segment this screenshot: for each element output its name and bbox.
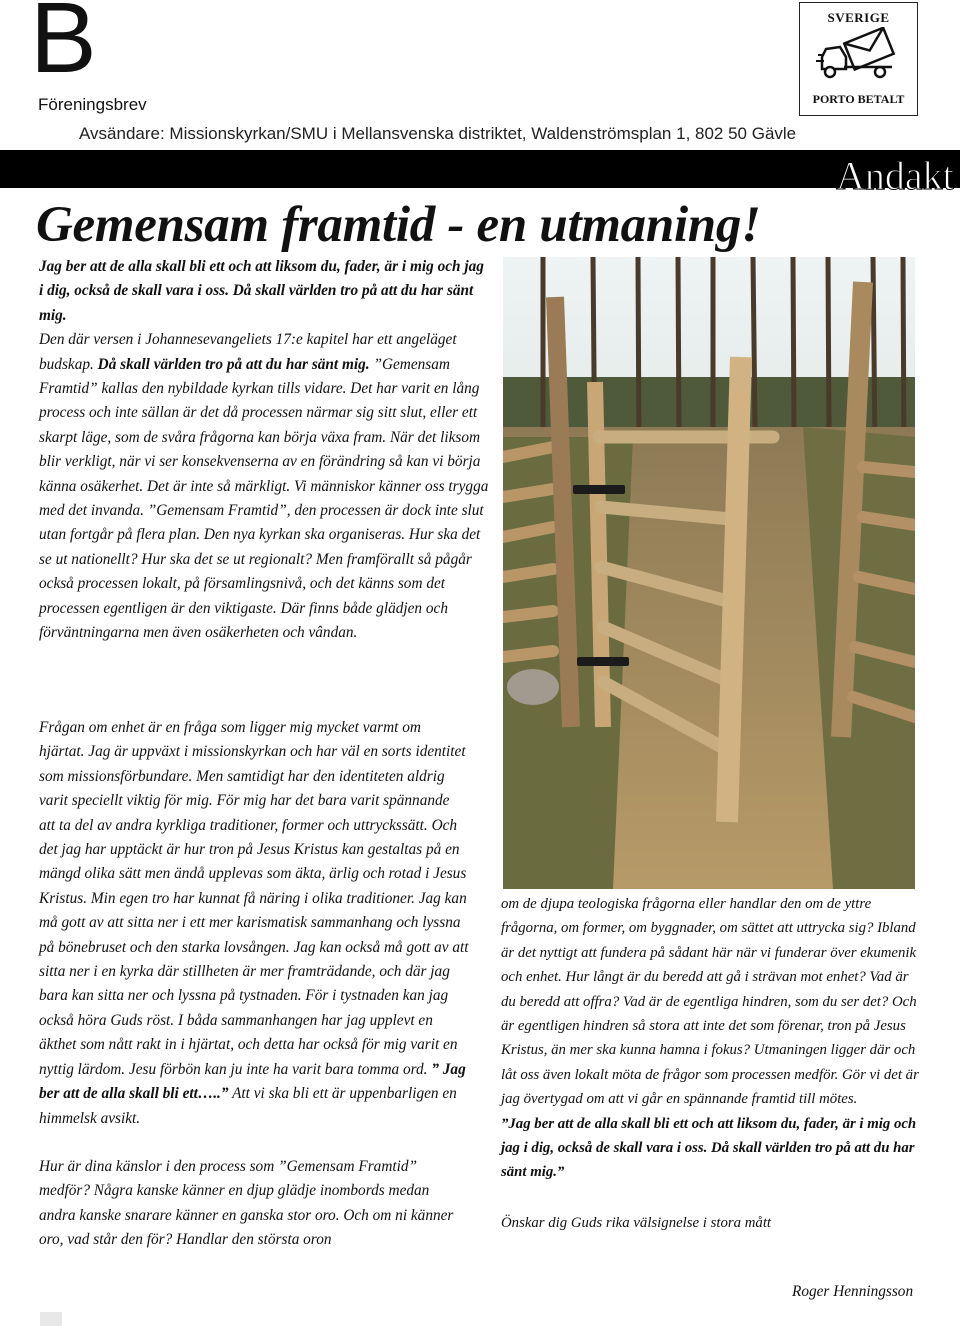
article-column-2 [39, 716, 469, 1253]
text-span: Att vi ska bli ett är uppenbarligen en himmelsk avsikt. [39, 1085, 457, 1127]
postage-stamp [799, 2, 918, 116]
author-signature: Roger Henningsson [792, 1283, 914, 1300]
mail-truck-icon [816, 27, 902, 85]
opening-quote: Jag ber att de alla skall bli ett och att liksom du, fader, är i mig och jag i dig, också de skall vara i oss. Då skall världen tro på att du har sänt mig. [39, 258, 484, 324]
newsletter-type: Föreningsbrev [38, 95, 147, 114]
wooden-gate-photo [503, 257, 915, 889]
sender-address: Avsändare: Missionskyrkan/SMU i Mellansvenska distriktet, Waldenströmsplan 1, 802 50 Gävle [79, 124, 797, 143]
closing-quote: ”Jag ber att de alla skall bli ett och att liksom du, fader, är i mig och jag i dig, också de skall vara i oss. Då skall världen tro på att du har sänt mig.” [501, 1115, 917, 1181]
section-label: Andakt [836, 153, 954, 198]
text-span: Den där versen i Johannesevangeliets 17:e kapitel har ett angeläget budskap. [39, 331, 457, 373]
bold-span: ” Jag ber att de alla skall bli ett…..” [39, 1060, 466, 1103]
newsletter-logo-letter: B [30, 0, 97, 94]
paragraph [39, 716, 469, 1131]
header-bar [0, 150, 960, 188]
text-span: Frågan om enhet är en fråga som ligger mig mycket varmt om hjärtat. Jag är uppväxt i missionskyrkan och har väl en sorts identitet som missionsförbundare. Men samtidigt har den identiteten aldrig varit speciellt viktig för mig. För mig har det bara varit spännande att ta del av andra kyrkliga traditioner, former och uttryckssätt. Och det jag har upptäckt är hur tron på Jesus Kristus kan gestaltas på en mängd olika sätt men ändå upplevas som äkta, ärlig och rotad i Jesus Kristus. Min egen tro har kunnat få näring i olika traditioner. Jag kan må gott av att sitta ner i ett mer karismatisk sammanhang och lyssna på bönebruset och den starka lovsången. Jag kan också må gott av att sitta ner i en kyrka där stillheten är mer framträdande, och där jag bara kan sitta ner och lyssna på tystnaden. För i tystnaden kan jag också höra Guds röst. I båda sammanhangen har jag upplevt en äkthet som nått rakt in i hjärtat, och detta har också för mig varit en nyttig lärdom. Jesu förbön kan ju inte ha varit bara tomma ord. [39, 719, 469, 1078]
closing-wish: Önskar dig Guds rika välsignelse i stora mått [501, 1214, 772, 1231]
page-mark [40, 1312, 62, 1326]
text-span: ”Gemensam Framtid” kallas den nybildade kyrkan tills vidare. Det har varit en lång process och inte sällan är det då processen närmar sig sitt slut, eller ett skarpt läge, som de svåra frågorna kan börja växa fram. När det liksom blir verkligt, när vi ser konsekvenserna av en förändring så kan vi börja känna osäkerhet. Det är inte så märkligt. Vi människor känner oss trygga med det invanda. ”Gemensam Framtid”, den processen är dock inte slut utan fortgår på flera plan. Den nya kyrkan ska organiseras. Hur ska det se ut nationellt? Hur ska det se ut regionalt? Men framförallt så pågår också processen lokalt, på församlingsnivå, och det känns som det processen egentligen är den viktigaste. Där finns både glädjen och förväntningarna men även osäkerheten och vândan. [39, 355, 489, 642]
stamp-label: PORTO BETALT [812, 92, 905, 106]
article-column-1 [39, 255, 489, 646]
bold-span: Då skall världen tro på att du har sänt mig. [97, 355, 370, 373]
article-column-3 [501, 892, 921, 1235]
paragraph: Hur är dina känslor i den process som ”Gemensam Framtid” medför? Några kanske känner en djup glädje inombords medan andra kanske snarare känner en ganska stor oro. Och om ni känner oro, vad står den för? Handlar den största oron [39, 1157, 454, 1249]
paragraph [39, 328, 489, 645]
article-title: Gemensam framtid - en utmaning! [36, 197, 761, 253]
paragraph: om de djupa teologiska frågorna eller handlar den om de yttre frågorna, om former, om byggnader, om sättet att uttrycka sig? Ibland är det nyttigt att fundera på sådant här när vi funderar över ekumenik och enhet. Hur långt är du beredd att gå i strävan mot enhet? Vad är du beredd att offra? Vad är de egentliga hindren, som du ser det? Och är egentligen hindren så stora att inte det som förenar, tron på Jesus Kristus, än mer ska kunna hamna i fokus? Utmaningen ligger där och låt oss även lokalt möta de frågor som processen medför. Gör vi det är jag övertygad om att vi går en spännande framtid till mötes. [501, 896, 919, 1108]
stamp-country: SVERIGE [827, 10, 890, 25]
